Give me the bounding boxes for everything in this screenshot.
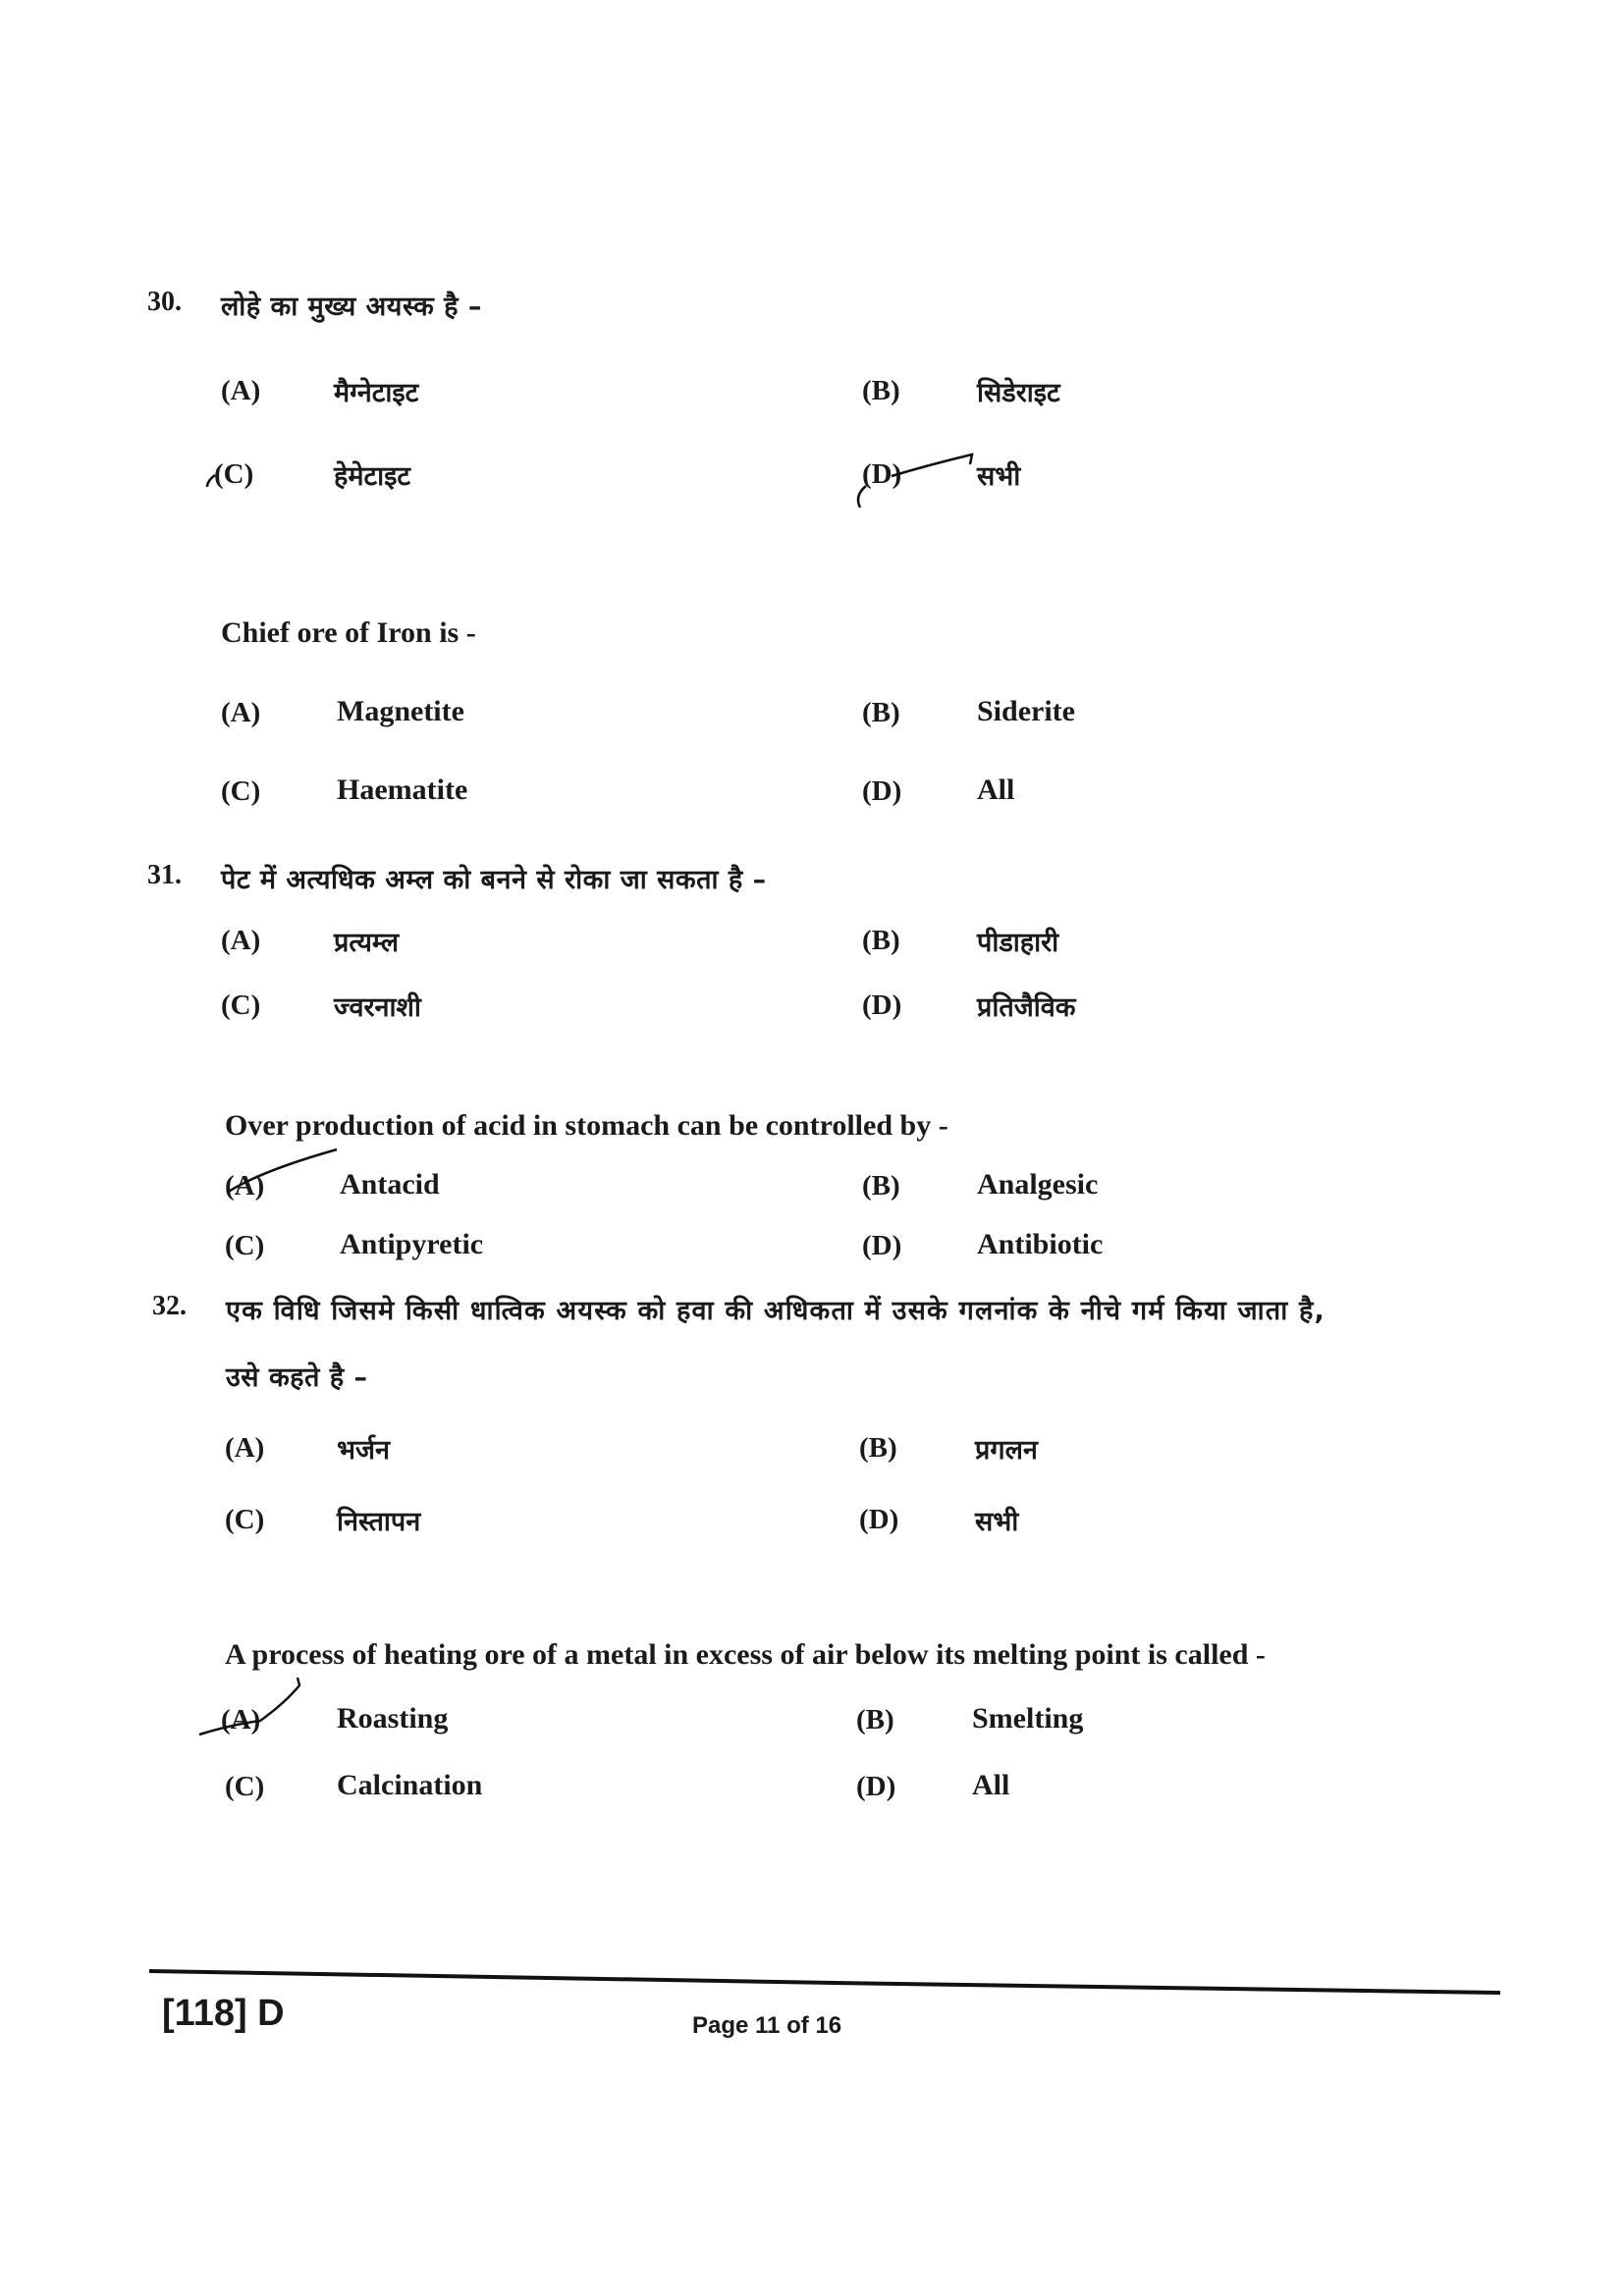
option-label-a: (A) [225, 1432, 265, 1464]
paper-code: [118] D [162, 1993, 285, 2034]
option-label-b-en: (B) [862, 1170, 900, 1201]
option-label-d-en: (D) [856, 1771, 896, 1802]
option-label-c: (C) [225, 1504, 265, 1535]
page-number: Page 11 of 16 [692, 2012, 842, 2039]
option-text-a: मैग्नेटाइट [334, 378, 419, 408]
option-text-b: प्रगलन [975, 1435, 1038, 1466]
option-label-a-en: (A) [221, 1704, 261, 1735]
question-text-hindi: लोहे का मुख्य अयस्क है – [221, 292, 482, 322]
option-label-c: (C) [221, 989, 261, 1021]
option-text-c-en: Antipyretic [340, 1228, 484, 1260]
option-label-a: (A) [221, 375, 261, 406]
footer-divider [147, 1963, 1502, 2002]
option-label-b: (B) [862, 375, 900, 406]
option-text-c-en: Haematite [337, 774, 468, 806]
option-label-a: (A) [221, 925, 261, 956]
option-text-a-en: Roasting [337, 1702, 449, 1735]
option-label-c-en: (C) [225, 1771, 265, 1802]
option-text-c: ज्वरनाशी [334, 992, 421, 1023]
option-text-a-en: Magnetite [337, 695, 464, 727]
question-number: 31. [147, 860, 182, 890]
option-label-b-en: (B) [856, 1704, 894, 1735]
option-label-d-en: (D) [862, 1230, 902, 1261]
question-number: 30. [147, 287, 182, 317]
question-text-english: A process of heating ore of a metal in excess of air below its melting point is called - [225, 1638, 1266, 1671]
option-text-d-en: Antibiotic [977, 1228, 1104, 1260]
option-text-b: पीडाहारी [977, 928, 1059, 958]
option-label-b: (B) [862, 925, 900, 956]
option-text-a: प्रत्यम्ल [334, 928, 400, 958]
question-text-hindi: एक विधि जिसमे किसी धात्विक अयस्क को हवा की अधिकता में उसके गलनांक के नीचे गर्म किया जाता है, [226, 1296, 1326, 1326]
question-text-english: Over production of acid in stomach can be controlled by - [225, 1109, 948, 1142]
option-text-d: सभी [975, 1507, 1019, 1537]
option-label-c-en: (C) [225, 1230, 265, 1261]
option-text-b-en: Smelting [972, 1702, 1084, 1735]
option-label-c: (C) [214, 458, 254, 490]
option-label-b: (B) [859, 1432, 897, 1464]
option-label-d-en: (D) [862, 775, 902, 807]
option-text-c-en: Calcination [337, 1769, 483, 1801]
option-text-b: सिडेराइट [977, 378, 1060, 408]
option-text-a: भर्जन [337, 1435, 390, 1466]
option-text-c: निस्तापन [337, 1507, 421, 1537]
option-label-a-en: (A) [221, 697, 261, 728]
option-text-a-en: Antacid [340, 1168, 440, 1201]
option-label-d: (D) [862, 458, 902, 490]
question-text-hindi: पेट में अत्यधिक अम्ल को बनने से रोका जा सकता है – [221, 865, 767, 895]
option-text-d-en: All [977, 774, 1015, 806]
question-text-hindi-line2: उसे कहते है – [226, 1362, 368, 1393]
option-text-d: सभी [977, 461, 1021, 492]
option-text-b-en: Siderite [977, 695, 1075, 727]
option-label-c-en: (C) [221, 775, 261, 807]
option-text-d-en: All [972, 1769, 1010, 1801]
option-text-d: प्रतिजैविक [977, 992, 1076, 1023]
option-label-d: (D) [862, 989, 902, 1021]
question-number: 32. [152, 1291, 187, 1321]
option-label-b-en: (B) [862, 697, 900, 728]
option-text-c: हेमेटाइट [334, 461, 410, 492]
option-label-a-en: (A) [225, 1170, 265, 1201]
option-label-d: (D) [859, 1504, 899, 1535]
question-text-english: Chief ore of Iron is - [221, 616, 476, 649]
option-text-b-en: Analgesic [977, 1168, 1099, 1201]
